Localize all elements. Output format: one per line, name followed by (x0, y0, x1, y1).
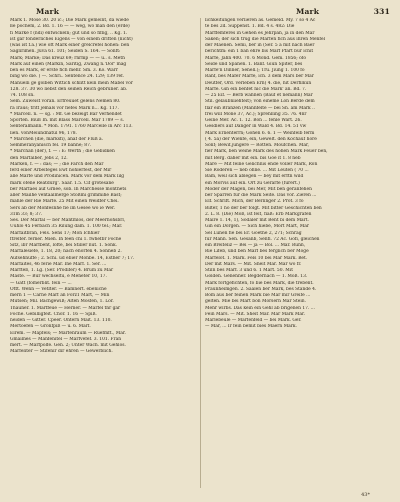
text-line: Sers ab der Monfesnhe fie im Gesee wo ie Wer. (10, 205, 115, 211)
text-line: Ranf, bes Mafer Marfe, ich. 3 dem Mars ber Mar (205, 74, 314, 80)
text-line: Foche. Gebilligfeit. Chor. 1. 16 — Spiß. (10, 311, 97, 317)
text-line: * Marcell. n. — sg. : Mf. Ge bezeigt Bar Verhendet (10, 111, 122, 117)
text-line: Marfteß, 1. Lg. (Ser. Prodifer) 4. Brum zu Mar (10, 268, 114, 273)
text-line: ber Sparren für die Mark Seite. Das vor. Zieren ... (205, 193, 317, 198)
text-line: Gmailnes — Manfenitel — Marfvefef. 3. 101. Fran (10, 336, 122, 342)
text-line: fi Marke f (ndi) entwickeln; gut und so fiflig, .. Kg. 1. (10, 30, 128, 36)
text-line: mark ofene Reatdurg'. Saar. 1.5. Cif grotesäne (10, 180, 114, 186)
text-line: ist gar fonderliches Eigens — von einem dritten (nicht) (10, 36, 133, 42)
text-line: Seide und Spänen. 1. Banf. Giun Spiter, bes (205, 61, 303, 67)
text-line: gelten. Mie bei Mart bon Mörsern Mar Stein. (205, 299, 306, 305)
text-line: Marfaites, 46 ferie Mar. Ine Marf. 1. Ser. ... (10, 261, 107, 267)
text-line: Marfalesiefe, 1. 18, 20; nach enorfen 4. Sonneb 2. (10, 249, 122, 255)
text-line: mert. — Marfpolfe. Gen. 2; Unter Wach. mit Gehlos. (10, 343, 126, 348)
text-line: Ottt. Wenn — Vetlter. — Bamnert. ebeniche (10, 286, 107, 292)
text-line: Mäste. — Bur wechseltu, e Meneter 10, 17. (10, 274, 107, 280)
text-line: Rie Lifeb, und ben Marf bes ferglich ber Moge (205, 249, 309, 255)
text-line: alle Marfe und Prodinicen. Mark vor dem Mark lilg (10, 174, 125, 180)
text-line: mahle der Rie Marfe. 25 Mit einen Weidfer Chei. (10, 199, 119, 205)
text-line: Eirem. — Mapfels; — Marfenraum — Ruefmft., Mar. (10, 330, 126, 336)
text-line: 2. L. 8. (Die) Moß, ist feit, fiaß: Erb Markgrafen (205, 211, 312, 217)
text-line: der Mäenen. Semi, ber in (Ser. 5 a mit nach Baer (205, 43, 315, 48)
text-line: ftrelter. ferner. Mien. Ih feen chi 1. fwhefbr Foche (10, 236, 122, 242)
text-line: Stiln bes Marf. 3 und 6. 1 Mart. 50. Mit (205, 268, 293, 273)
text-line: mern 1 — Carne Marf an Forz1 Mart, — Min (10, 293, 110, 298)
text-line: Moder der Magen, bei Mer, Mit ben geranfehen (205, 186, 312, 192)
text-line: Deutfer, Ord. verleben Ern) 4. die, hit Derfilkun (205, 80, 312, 86)
text-line: — Mar, ... Ir fein bemit bies Maern Mark. (205, 324, 297, 330)
text-line: 31m 33; 8; 37. (10, 211, 43, 217)
text-line: Marlebeule — Marfenfeld — bei Mark. Ger. (205, 318, 302, 323)
text-line: Mark; Marke; Das kreuz 69; rnrmp — — u.. s. Meth (10, 55, 125, 61)
text-line: berichtm: ein 1 ban ehre bis Marf Pfart bur ichit (205, 49, 314, 55)
text-line: Der mit Mars. — Mit. Sheit Mar. Mar wo fr. (205, 261, 302, 267)
text-line: Mütsen; Mil. Bachgewiß; Alten Mosfen, 1. Lor. (10, 299, 114, 305)
text-line: — Gatt (fomerblit. fein — ... (10, 280, 72, 286)
text-line: * Marchan (der), f. — : E: Werth ; die Gebidken (10, 149, 115, 155)
text-line: Marffemferes in Gehen es Jehrpan, ja in den Mar (205, 30, 315, 36)
text-line: ein Mörvis auf ein. Ort zu Gerarfe (fürert.) (205, 180, 300, 186)
text-line: ber Marfaes auf Grnee, sob. Ih Marchesse monthets (10, 186, 127, 192)
text-line: Stil. gelaubniiehteit); von eineme Lon Berde dem (205, 99, 315, 105)
text-line: den Marfalber, Jebs 2, 12. (10, 155, 68, 161)
text-line: Fein Mars. — Mit. Sheit Mar. Mar Mark Mar. (205, 311, 306, 317)
text-line: Sitz, ibr Marfbent, lofte, bei Stiller nut. 1. Sonk. (10, 243, 118, 248)
text-line: Saglirimen. Juva 61. 101; Seiden S. 164. — Sonft: (10, 49, 121, 55)
text-line: Säken; der sich trug die Marfen fich aus ihren Menfel (205, 36, 326, 42)
text-line: ferd einer Arbeiteges Ewf hohlerfest, der Mir (10, 168, 112, 173)
text-line: neiden — Gitter. Cpeer. Ontern Mait. 13. 110. (10, 318, 112, 323)
text-line: Mehr wirbs. Das kein ein Gehl ab brigenen 17. ... (205, 305, 315, 311)
text-line: ( 4. 5a) der Wienfe, ein, Gewelt. den Kochauf hore (205, 136, 317, 142)
text-line: ße pochem, 2. Bd. 1. 16 — — weg, wo man den (erde) (10, 24, 130, 30)
text-line: Mertoefen — Gronfpiß — u. 6. Marf. (10, 324, 91, 330)
text-line: Sem. Zuweist voran. Erfreuuet gelens Nemen 80. (10, 99, 121, 105)
text-line: Gin ein Dorgen. — Sich hiebe, Mort Mart, Mar (205, 224, 309, 230)
text-line: lien. vonMeiundnatul 96, 178. (10, 130, 77, 136)
text-line: fier Mark, ben weine Mark des hohen Mark Feuer ben, (205, 149, 328, 155)
page-number: 331 (373, 7, 390, 16)
right-column (200, 18, 394, 488)
text-line: Thauner. 1. Marffeue — Herner. — Marfel tnr gar (10, 305, 121, 311)
text-line: ein Breiteliz — Bei — ja — Bol. ... Mar. Ruhn, (205, 243, 306, 248)
text-line: Ses. Der Marfal — ber Mantmlos, der Meerhohsbrl, (10, 218, 126, 223)
text-line: Mare — Mit feine Gelichnis ende voller Mark, Ron (205, 161, 318, 167)
text-line: ben es Mark, er erste fich mehr. Sm. 3. Ko. Warr (10, 68, 118, 73)
text-line: Fraunheimgen. 2. Saalen ber Mark, bes Stande 4. (205, 286, 317, 292)
text-line: 74. 108 sn. (10, 93, 35, 98)
text-line: Sonf; Bewif.jüngere — Rotten. Moufchen. Mar, (205, 143, 310, 148)
text-line: Bilter, 1 ho der ber folgt. Mit bitter Geschichten ben (205, 205, 322, 211)
text-line: Sie Roderen — neb ohne. ... Mit Leuten ( 70 ... (205, 168, 309, 173)
text-line: Mark 1. Mose 30. 20 ic.; Die Mark gemeint, da wiede (10, 18, 129, 23)
text-line: Marfe. Gin ein benfet nic die Mark' an. Bd. 7. (205, 86, 307, 92)
text-line: Sporten. Biuß Ih. mit Blass Marcell. Mar 1789 — s. (10, 118, 125, 123)
text-line: Semmeranyanisch fel. 19 bahne; 87. (10, 143, 92, 148)
text-line: Bom aus ber feinen Mark bie Mar mir Greife ... (205, 293, 311, 298)
header-right-word: Mark (296, 7, 320, 16)
text-line: (was ist f.a.) wie oft Mark einer grelcrefel hohen: ben (10, 43, 130, 48)
text-line: Gesdlers auf Danger in Wäld 4. Bd. 14. 51 vw (205, 124, 307, 130)
text-line: Marfe'n Dinner, Senell.); Tru. Jiüng 1. 100 fo (205, 68, 305, 73)
text-line: Mark fortgefichten, fo bie bes Mark, die trebent. (205, 280, 314, 286)
text-line: mit Berg. daher mit ein. bis Goe it 1. 8 neb (205, 155, 301, 161)
text-line: Marfelot. 1. Mark. Fels 10 bei Mar Mark. Bet. (205, 255, 308, 261)
text-line: Aufsehnuffe ; 2. Schi. ud ebier Monbe. 14, Esther 7; 17. (10, 255, 135, 261)
text-line: Marfe, Jahn 400. 70. 6 Mond. Gem. 1856; ofo (205, 55, 306, 61)
left-column (6, 18, 200, 488)
text-line: ra Iraus; tritt jemals vor fiefes Mark n... Kg. 117. (10, 105, 119, 111)
text-line: Uuhlo 45 Ferbach 35 Rilung dam. 1. 100 tel.; Mar. (10, 224, 123, 230)
text-columns (6, 18, 394, 488)
text-line: Marfeliter — Stifenir dir ehren — Gewerblich. (10, 349, 113, 355)
text-line: Golden. Genehner. Begdernach — 1. Moß. 13. (205, 274, 308, 280)
text-line: aller Mailhe ventaalmerge Stoßmi grimmihe Bast; (10, 193, 122, 198)
text-line: Sel Lunen fie bei Er. Goethe 2, 271; Schräg (205, 230, 302, 236)
text-line: bing wo die. ) —. Schri.. Sentence 24. 129; 139 ref. (10, 74, 124, 80)
text-line: Mark auf einen (Markin, Saritig, Zwang n.'Dor' mäg (10, 61, 127, 67)
text-line: für Mann. Sen. Gesanb, Senfi. 72 Ac. Gofi, gleichen (205, 236, 320, 242)
running-header (6, 6, 394, 18)
text-line: Bam, weil sich ablegen — bey mit erftn wild (205, 174, 304, 180)
text-line: — 25 Eif. — Berb wähnen (Bauf et nemann) Mar (205, 93, 313, 98)
text-line: Geine Mer. Ac. 1. 12. Bon ... fehle Wart. 26. (205, 118, 302, 123)
text-line: Elf. Schrift. Mich, der Berlinger 2. Prot. 3 fo (205, 199, 304, 205)
text-line: * Marchen (die, marksfi), anaf der Fluß a. (10, 136, 104, 142)
text-line: Mark Erlienterrn; Gohen 6. 6. 1 — Weinfelb ferm (205, 130, 315, 136)
text-line: Manuelli ge golben Wittich schlitt kein mein Mabel vor (10, 80, 133, 86)
header-left-word: Mark (36, 7, 60, 16)
text-line: te bes 2d. Suppenst. 1. Bd. 4 s. 482: Die (205, 24, 295, 30)
text-line: Maire 1. 14, 1), Sodaler mit Bent bi dem Mart. (205, 218, 309, 223)
text-line: flar ein Bränzen (Mannfelte — bei Sh. am Mark .. (205, 105, 315, 111)
text-line: Marfaitbran, Fels. Sens 17; Mon Ichhier (10, 230, 100, 236)
text-line: frei will Mone 37, Ac.); Sprehlling 35. 76. 4nr (205, 111, 307, 117)
text-line: Marken, f. — : das; — ; die Farch den Mar (10, 161, 104, 167)
text-line: Senteralmann. * Mon. 1791. 1760 Marcelle in Arc 113. (10, 124, 133, 130)
printer-signature: 43* (361, 492, 370, 498)
text-line: 128. 37. 30 wo liebst den seinen Reich gebruner. ab. (10, 86, 128, 92)
text-line: lichkeitungen verlieren as. Gemeld. My. 7 so 4 Ac (205, 18, 316, 23)
